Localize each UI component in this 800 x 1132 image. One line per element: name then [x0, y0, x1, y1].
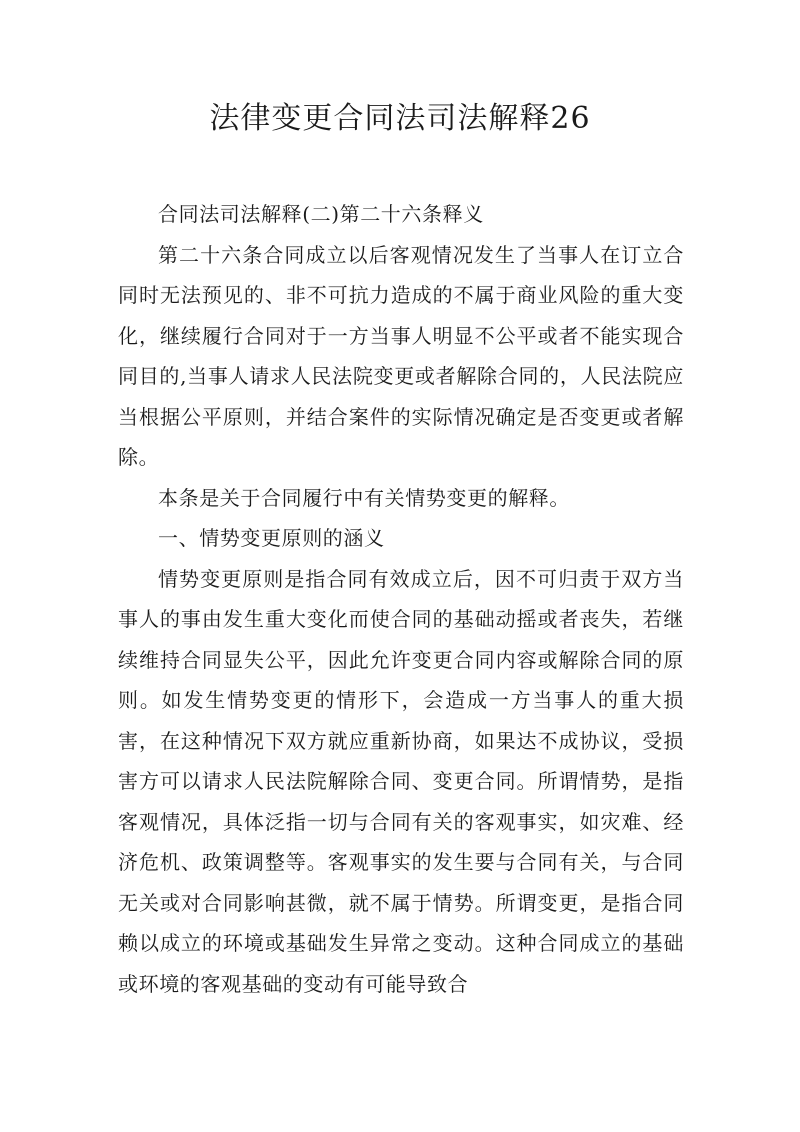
paragraph-subheading: 一、情势变更原则的涵义	[158, 526, 385, 550]
document-title: 法律变更合同法司法解释26	[209, 101, 591, 136]
document-body	[118, 194, 684, 1004]
paragraph-explanation: 情势变更原则是指合同有效成立后，因不可归责于双方当事人的事由发生重大变化而使合同的基础动摇或者丧失，若继续维持合同显失公平，因此允许变更合同内容或解除合同的原则。如发生情势变更的情形下，会造成一方当事人的重大损害，在这种情况下双方就应重新协商，如果达不成协议，受损害方可以请求人民法院解除合同、变更合同。所谓情势，是指客观情况，具体泛指一切与合同有关的客观事实，如灾难、经济危机、政策调整等。客观事实的发生要与合同有关，与合同无关或对合同影响甚微，就不属于情势。所谓变更，是指合同赖以成立的环境或基础发生异常之变动。这种合同成立的基础或环境的客观基础的变动有可能导致合	[118, 566, 684, 996]
paragraph-section-heading: 合同法司法解释(二)第二十六条释义	[158, 202, 484, 226]
paragraph-article-text: 第二十六条合同成立以后客观情况发生了当事人在订立合同时无法预见的、非不可抗力造成的不属于商业风险的重大变化，继续履行合同对于一方当事人明显不公平或者不能实现合同目的,当事人请求人民法院变更或者解除合同的，人民法院应当根据公平原则，并结合案件的实际情况确定是否变更或者解除。	[118, 242, 684, 469]
paragraph-summary: 本条是关于合同履行中有关情势变更的解释。	[158, 485, 570, 510]
